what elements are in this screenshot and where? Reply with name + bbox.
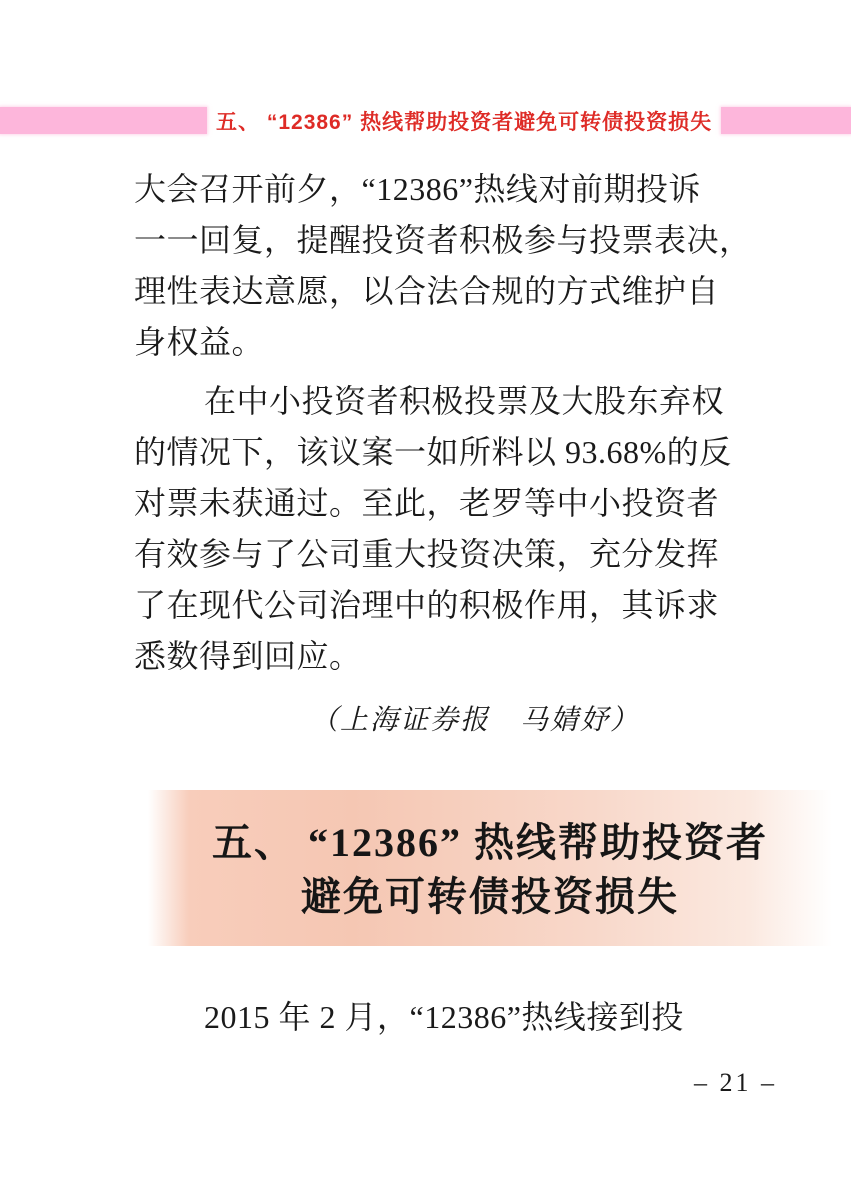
- body-line: 大会召开前夕，“12386”热线对前期投诉: [134, 171, 701, 207]
- section-heading-line-1: 五、 “12386” 热线帮助投资者: [212, 820, 768, 865]
- header-pink-bar-right: [721, 107, 851, 134]
- body-line: 在中小投资者积极投票及大股东弃权: [204, 383, 725, 419]
- body-line: 的情况下，该议案一如所料以 93.68%的反: [134, 434, 732, 470]
- paragraph-2: [134, 376, 746, 682]
- paragraph-3: [134, 992, 746, 1043]
- body-line: 理性表达意愿，以合法合规的方式维护自: [134, 273, 720, 309]
- body-line: 了在现代公司治理中的积极作用，其诉求: [134, 587, 720, 623]
- body-line: 身权益。: [134, 324, 265, 360]
- body-line: 对票未获通过。至此，老罗等中小投资者: [134, 485, 720, 521]
- running-header-title: 五、 “12386” 热线帮助投资者避免可转债投资损失: [216, 110, 713, 134]
- section-heading-line-2: 避免可转债投资损失: [301, 874, 679, 919]
- header-pink-bar-left: [0, 107, 207, 134]
- body-line: 2015 年 2 月，“12386”热线接到投: [204, 999, 684, 1035]
- running-header: [0, 107, 851, 134]
- section-heading-band: [148, 790, 832, 946]
- body-line: 有效参与了公司重大投资决策，充分发挥: [134, 536, 720, 572]
- page-number: – 21 –: [694, 1068, 777, 1097]
- paragraph-1: [134, 164, 752, 368]
- body-line: 悉数得到回应。: [134, 638, 362, 674]
- source-attribution: （上海证券报 马婧妤）: [309, 705, 640, 736]
- body-line: 一一回复，提醒投资者积极参与投票表决，: [134, 222, 752, 258]
